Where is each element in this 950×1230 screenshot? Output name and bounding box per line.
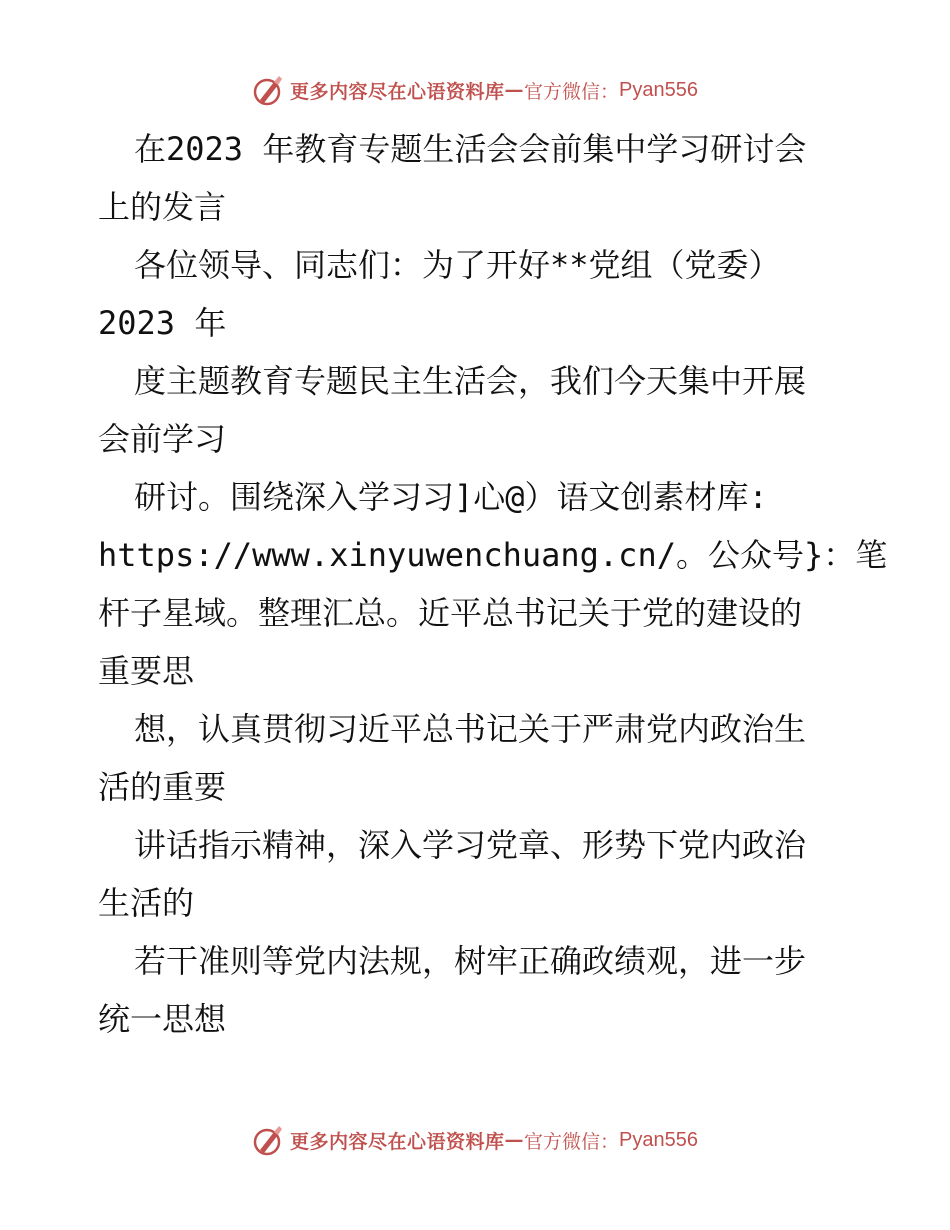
- footer-dash: —: [504, 1129, 525, 1151]
- pen-logo-icon: [252, 1123, 286, 1157]
- document-title-line: 上的发言: [98, 188, 227, 226]
- footer-banner: [0, 1120, 950, 1160]
- paragraph-line: 各位领导、同志们：为了开好**党组（党委）: [134, 246, 781, 284]
- pen-logo-icon: [252, 73, 286, 107]
- paragraph-line: 会前学习: [98, 420, 227, 458]
- paragraph-line: https://www.xinyuwenchuang.cn/。公众号}：笔: [98, 536, 888, 574]
- paragraph-line: 讲话指示精神，深入学习党章、形势下党内政治: [134, 826, 807, 864]
- paragraph-line: 生活的: [98, 884, 195, 922]
- paragraph-line: 重要思: [98, 652, 195, 690]
- header-site-name: 更多内容尽在心语资料库: [290, 80, 505, 103]
- paragraph-line: 杆子星域。整理汇总。近平总书记关于党的建设的: [98, 594, 803, 632]
- paragraph-line: 2023 年: [98, 304, 227, 342]
- document-body: [98, 120, 888, 1048]
- document-title-line: 在2023 年教育专题生活会会前集中学习研讨会: [134, 130, 807, 168]
- footer-wechat-label: 官方微信：: [524, 1130, 620, 1153]
- footer-site-name: 更多内容尽在心语资料库: [290, 1130, 505, 1153]
- header-wechat-id: Pyan556: [619, 78, 698, 101]
- paragraph-line: 度主题教育专题民主生活会，我们今天集中开展: [134, 362, 807, 400]
- paragraph-line: 研讨。围绕深入学习习]心@）语文创素材库:: [134, 478, 768, 516]
- header-banner: [0, 70, 950, 110]
- paragraph-line: 活的重要: [98, 768, 227, 806]
- footer-wechat-id: Pyan556: [619, 1128, 698, 1151]
- header-wechat-label: 官方微信：: [524, 80, 620, 103]
- paragraph-line: 若干准则等党内法规，树牢正确政绩观，进一步: [134, 942, 807, 980]
- paragraph-line: 想，认真贯彻习近平总书记关于严肃党内政治生: [134, 710, 807, 748]
- header-dash: —: [504, 79, 525, 101]
- paragraph-line: 统一思想: [98, 1000, 227, 1038]
